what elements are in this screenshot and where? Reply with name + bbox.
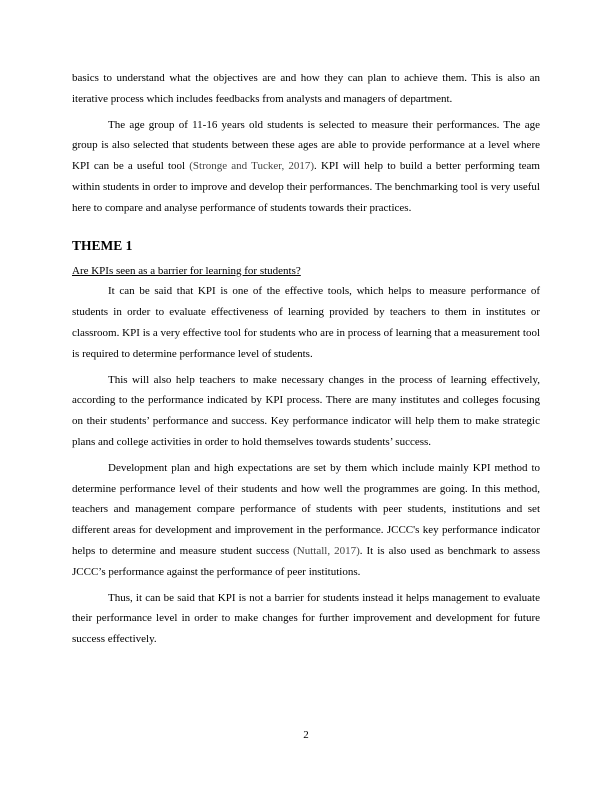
theme-question	[72, 261, 540, 282]
theme-paragraph-4-text: Thus, it can be said that KPI is not a barrier for students instead it helps management to evaluate their performance level in order to make changes for further improvement and development for future success effectively.	[72, 591, 540, 646]
theme-question-text: Are KPIs seen as a barrier for learning for students?	[72, 264, 301, 277]
citation-stronge-tucker: (Stronge and Tucker, 2017)	[189, 160, 315, 173]
intro-paragraph-2	[72, 115, 540, 219]
theme-paragraph-1-text: It can be said that KPI is one of the effective tools, which helps to measure performance of students in order to evaluate effectiveness of learning provided by teachers to them in institutes or classroom. KPI is a very effective tool for students who are in process of learning that a measurement tool is required to determine performance level of students.	[72, 285, 540, 360]
intro-paragraph-2-text-b: . KPI will help to build a better performing team within students in order to improve and develop their performances. The benchmarking tool is very useful here to compare and analyse performance of students towards their practices.	[72, 160, 540, 214]
page-body	[72, 68, 540, 650]
theme-paragraph-2-text: This will also help teachers to make necessary changes in the process of learning effectively, according to the performance indicated by KPI process. There are many institutes and colleges focusing on their students’ performance and success. Key performance indicator will help them to make strategic plans and college activities in order to hold themselves towards students’ success.	[72, 373, 540, 448]
theme-paragraph-3	[72, 458, 540, 583]
theme-paragraph-3-text-a: Development plan and high expectations are set by them which include mainly KPI method to determine performance level of their students and how well the programmes are going. In this method, teachers and management compare performance of students with peer students, institutions and set different areas for development and improvement in the performance. JCCC's key performance indicator helps to determine and measure student success	[72, 461, 540, 557]
theme-paragraph-1	[72, 281, 540, 364]
intro-paragraph-1-text: basics to understand what the objectives are and how they can plan to achieve them. This is also an iterative process which includes feedbacks from analysts and managers of department.	[72, 72, 540, 105]
intro-paragraph-2-text-a: The age group of 11-16 years old students is selected to measure their performances. The age group is also selected that students between these ages are able to provide performance at a level where KPI can be a useful tool	[72, 118, 540, 173]
theme-heading: THEME 1	[72, 237, 133, 253]
page-number: 2	[303, 729, 309, 741]
theme-paragraph-3-text-b: . It is also used as benchmark to assess JCCC’s performance against the performance of peer institutions.	[72, 544, 540, 578]
theme-paragraph-2	[72, 370, 540, 453]
citation-nuttall: (Nuttall, 2017)	[293, 544, 360, 557]
theme-paragraph-4	[72, 588, 540, 650]
intro-paragraph-1	[72, 68, 540, 110]
